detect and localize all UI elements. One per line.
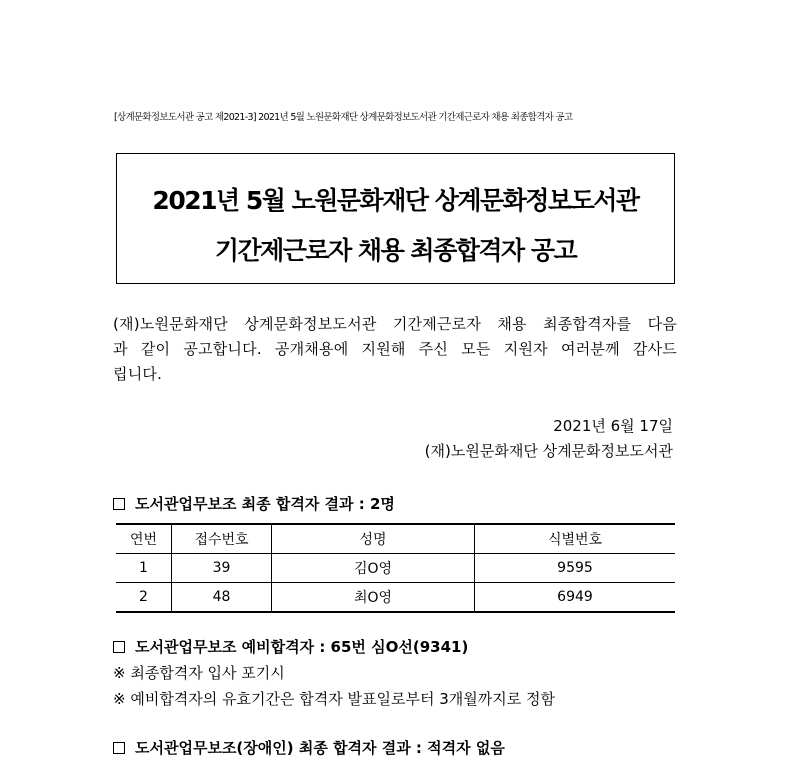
table-cell: 2 (116, 583, 172, 613)
table-row (116, 554, 675, 583)
column-header-name: 성명 (272, 524, 475, 554)
section-heading: 도서관업무보조 예비합격자 : 65번 심O선(9341) (135, 638, 469, 656)
note-line: ※ 예비합격자의 유효기간은 합격자 발표일로부터 3개월까지로 정함 (113, 690, 555, 708)
intro-line-3: 립니다. (113, 365, 163, 383)
page-title-line-1: 2021년 5월 노원문화재단 상계문화정보도서관 (152, 186, 639, 215)
table-cell: 9595 (475, 554, 676, 583)
table-cell: 39 (172, 554, 272, 583)
page-title-line-2: 기간제근로자 채용 최종합격자 공고 (214, 236, 577, 265)
section-final-results (113, 493, 395, 514)
intro-paragraph (113, 312, 677, 387)
checkbox-square-icon (113, 641, 125, 653)
announcement-reference: [상계문화정보도서관 공고 제2021-3] 2021년 5월 노원문화재단 상계문화정보도서관 기간제근로자 채용 최종합격자 공고 (114, 112, 573, 123)
title-box (116, 153, 675, 284)
checkbox-square-icon (113, 498, 125, 510)
column-header-id: 식별번호 (475, 524, 676, 554)
section-heading: 도서관업무보조 최종 합격자 결과 : 2명 (135, 495, 395, 513)
column-header-number: 연번 (116, 524, 172, 554)
intro-line-2: 과 같이 공고합니다. 공개채용에 지원해 주신 모든 지원자 여러분께 감사드 (113, 340, 677, 358)
intro-line-1: (재)노원문화재단 상계문화정보도서관 기간제근로자 채용 최종합격자를 다음 (113, 315, 677, 333)
section-disabled-results (113, 737, 505, 758)
issuer-name: (재)노원문화재단 상계문화정보도서관 (424, 442, 673, 460)
table-cell: 6949 (475, 583, 676, 613)
note-line: ※ 최종합격자 입사 포기시 (113, 664, 285, 682)
results-table (116, 523, 675, 613)
announcement-date: 2021년 6월 17일 (553, 417, 673, 435)
table-row (116, 583, 675, 613)
table-cell: 김O영 (272, 554, 475, 583)
table-cell: 1 (116, 554, 172, 583)
column-header-receipt: 접수번호 (172, 524, 272, 554)
section-heading: 도서관업무보조(장애인) 최종 합격자 결과 : 적격자 없음 (135, 739, 505, 757)
table-cell: 최O영 (272, 583, 475, 613)
section-reserve-candidate (113, 636, 468, 657)
table-cell: 48 (172, 583, 272, 613)
checkbox-square-icon (113, 742, 125, 754)
table-header-row (116, 524, 675, 554)
